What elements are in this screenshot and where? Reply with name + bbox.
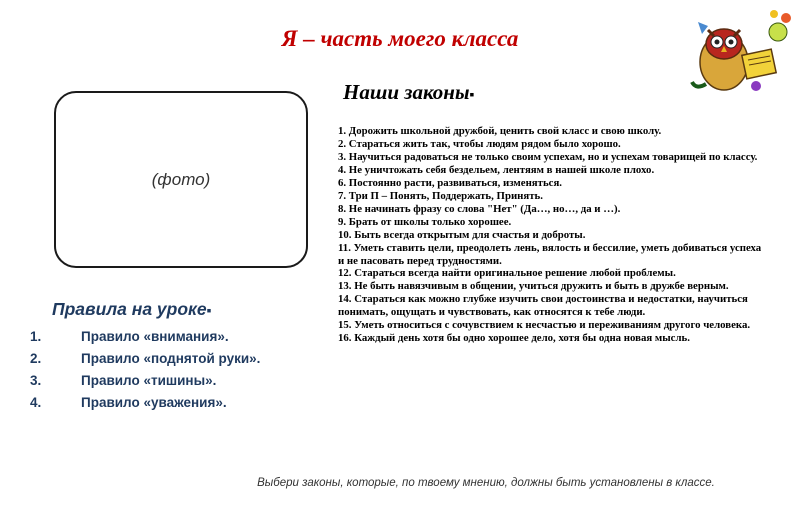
rule-item [30,348,320,370]
rule-number: 3. [30,373,42,388]
law-item: 11. Уметь ставить цели, преодолеть лень, вялость и бессилие, уметь добиваться успеха и не пасовать перед трудностями. [338,241,762,267]
law-item: 4. Не уничтожать себя бездельем, лентяям в нашей школе плохо. [338,163,655,176]
rules-heading [52,299,212,320]
laws-list [338,125,768,345]
law-item: 14. Стараться как можно глубже изучить свои достоинства и недостатки, научиться понимать, ощущать и чувствовать, как относятся к тебе люди. [338,293,748,319]
rules-list [30,326,320,414]
law-item: 16. Каждый день хотя бы одно хорошее дело, хотя бы одна новая мысль. [338,332,690,345]
rule-item [30,370,320,392]
heading-marker-icon: ▪ [469,88,475,103]
law-item: 9. Брать от школы только хорошее. [338,215,512,228]
law-item: 10. Быть всегда открытым для счастья и доброты. [338,228,586,241]
owl-mascot-image [686,4,796,96]
photo-placeholder-label: (фото) [151,169,211,189]
rule-text: Правило «внимания». [81,329,229,344]
laws-heading [343,80,475,105]
rule-text: Правило «тишины». [81,373,217,388]
law-item: 2. Стараться жить так, чтобы людям рядом было хорошо. [338,137,621,150]
slide-title: Я – часть моего класса [281,26,519,51]
rule-item [30,392,320,414]
rule-text: Правило «поднятой руки». [81,351,261,366]
law-item: 8. Не начинать фразу со слова "Нет" (Да…, но…, да и …). [338,202,621,215]
law-item: 15. Уметь относиться с сочувствием к несчастью и переживаниям другого человека. [338,319,751,332]
rules-heading-text: Правила на уроке [52,299,207,319]
law-item: 3. Научиться радоваться не только своим успехам, но и успехам товарищей по классу. [338,150,758,163]
law-item: 12. Стараться всегда найти оригинальное решение любой проблемы. [338,267,676,280]
law-item: 7. Три П – Понять, Поддержать, Принять. [338,189,543,202]
rule-number: 4. [30,395,42,410]
footer-instruction [0,477,800,489]
rule-number: 2. [30,351,42,366]
rule-text: Правило «уважения». [81,395,227,410]
law-item: 1. Дорожить школьной дружбой, ценить свой класс и свою школу. [338,125,662,137]
heading-marker-icon: ▪ [206,302,212,318]
law-item: 13. Не быть навязчивым в общении, учиться дружить и быть в дружбе верным. [338,280,729,293]
laws-heading-text: Наши законы [343,80,470,104]
law-item: 6. Постоянно расти, развиваться, изменяться. [338,176,562,189]
photo-placeholder [54,91,308,268]
footer-instruction-text: Выбери законы, которые, по твоему мнению, должны быть установлены в классе. [257,477,715,489]
rule-number: 1. [30,329,42,344]
rule-item [30,326,320,348]
